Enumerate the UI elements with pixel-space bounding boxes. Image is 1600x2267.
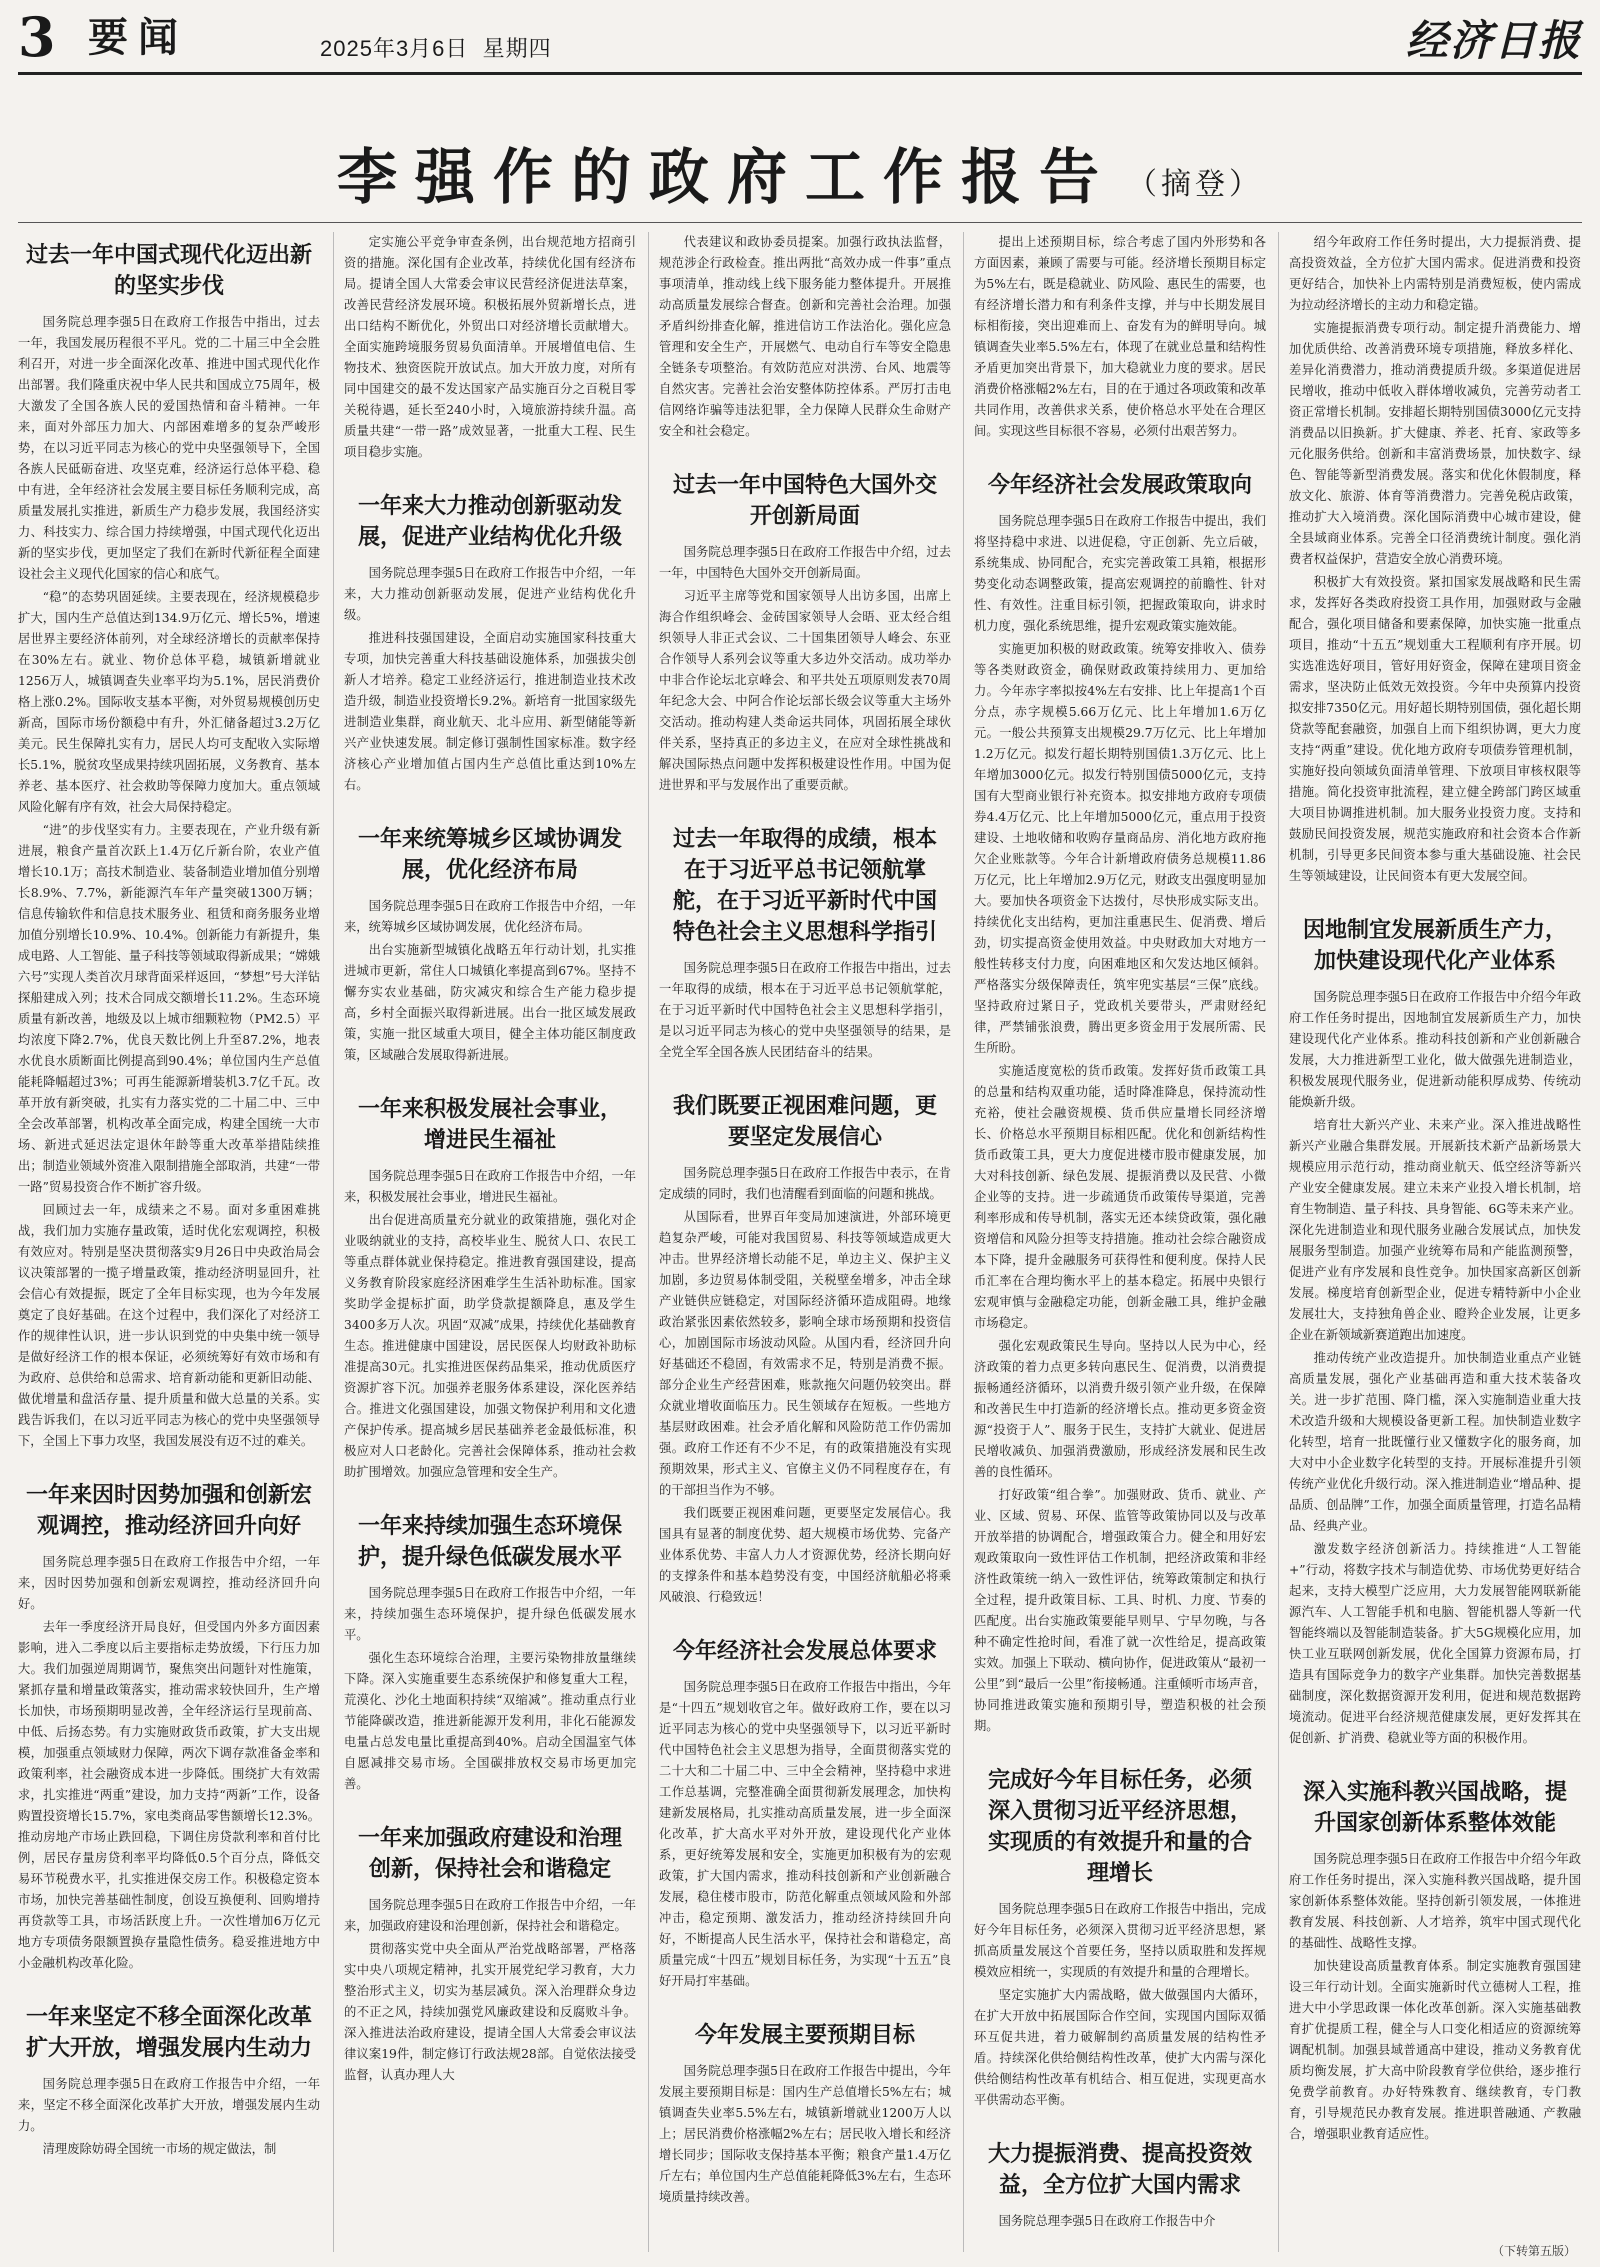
article-paragraph: 强化宏观政策民生导向。坚持以人民为中心，经济政策的着力点更多转向惠民生、促消费，以消费提振畅通经济循环，以消费升级引领产业升级，在保障和改善民生中打造新的经济增长点。推动更多资金资源“投资于人”、服务于民生，支持扩大就业、促进居民增收减负、加强消费激励，形成经济发展和民生改善的良性循环。 — [974, 1339, 1266, 1479]
issue-date: 2025年3月6日 — [320, 36, 469, 61]
article-columns — [18, 232, 1582, 2252]
article-paragraph: 坚定实施扩大内需战略，做大做强国内大循环，在扩大开放中拓展国际合作空间，实现国内国际双循环互促共进，着力破解制约高质量发展的结构性矛盾。持续深化供给侧结构性改革，使扩大内需与深化供给侧结构性改革有机结合、相互促进，实现更高水平供需动态平衡。 — [974, 1988, 1266, 2107]
article-paragraph: 国务院总理李强5日在政府工作报告中提出，今年发展主要预期目标是：国内生产总值增长5%左右；城镇调查失业率5.5%左右，城镇新增就业1200万人以上；居民消费价格涨幅2%左右；居民收入增长和经济增长同步；国际收支保持基本平衡；粮食产量1.4万亿斤左右；单位国内生产总值能耗降低3%左右，生态环境质量持续改善。 — [659, 2064, 951, 2204]
continuation-note: （下转第五版） — [1491, 2244, 1576, 2258]
section-heading: 一年来大力推动创新驱动发展，促进产业结构优化升级 — [357, 494, 622, 550]
column-4 — [963, 232, 1266, 2252]
block-spacer — [1289, 889, 1581, 907]
section-heading: 一年来坚定不移全面深化改革扩大开放，增强发展内生动力 — [26, 2005, 313, 2061]
article-paragraph: 国务院总理李强5日在政府工作报告中介绍，一年来，因时因势加强和创新宏观调控，推动经济回升向好。 — [18, 1555, 320, 1611]
headline-rule — [18, 222, 1582, 223]
block-spacer — [659, 798, 951, 816]
article-paragraph: 出台实施新型城镇化战略五年行动计划，扎实推进城市更新，常住人口城镇化率提高到67%。坚持不懈夯实农业基础，防灾减灾和综合生产能力稳步提高，乡村全面振兴取得新进展。出台一批区域发展政策，实施一批区域重大项目，健全主体功能区制度政策，区域融合发展取得新进展。 — [344, 943, 636, 1062]
section-heading: 我们既要正视困难问题，更要坚定发展信心 — [672, 1094, 937, 1150]
article-paragraph: 定实施公平竞争审查条例，出台规范地方招商引资的措施。深化国有企业改革，持续优化国有经济布局。提请全国人大常委会审议民营经济促进法草案，改善民营经济发展环境。积极拓展外贸新增长点，进出口结构不断优化，外贸出口对经济增长贡献增大。全面实施跨境服务贸易负面清单。开展增值电信、生物技术、独资医院开放试点。加大开放力度，对所有同中国建交的最不发达国家产品实施百分之百税目零关税待遇，延长至240小时，入境旅游持续升温。高质量共建“一带一路”成效显著，一批重大工程、民生项目稳步实施。 — [344, 235, 636, 459]
article-paragraph: 激发数字经济创新活力。持续推进“人工智能+”行动，将数字技术与制造优势、市场优势更好结合起来，支持大模型广泛应用，大力发展智能网联新能源汽车、人工智能手机和电脑、智能机器人等新一代智能终端以及智能制造装备。扩大5G规模化应用，加快工业互联网创新发展，优化全国算力资源布局，打造具有国际竞争力的数字产业集群。加快完善数据基础制度，深化数据资源开发利用，促进和规范数据跨境流动。促进平台经济规范健康发展，更好发挥其在促创新、扩消费、稳就业等方面的积极作用。 — [1289, 1542, 1581, 1745]
article-paragraph: 贯彻落实党中央全面从严治党战略部署，严格落实中央八项规定精神，扎实开展党纪学习教育，大力整治形式主义，切实为基层减负。深入治理群众身边的不正之风，持续加强党风廉政建设和反腐败斗争。深入推进法治政府建设，提请全国人大常委会审议法律议案19件，制定修订行政法规28部。自觉依法接受监督，认真办理人大 — [344, 1942, 636, 2082]
article-paragraph: 回顾过去一年，成绩来之不易。面对多重困难挑战，我们加力实施存量政策，适时优化宏观调控，积极有效应对。特别是坚决贯彻落实9月26日中央政治局会议决策部署的一揽子增量政策，推动经济明显回升，社会信心有效提振，既定了全年目标实现，也为今年发展奠定了良好基础。在这个过程中，我们深化了对经济工作的规律性认识，进一步认识到党的中央集中统一领导是做好经济工作的根本保证，必须统筹好有效市场和有为政府、总供给和总需求、培育新动能和更新旧动能、做优增量和盘活存量、提升质量和做大总量的关系。实践告诉我们，在以习近平同志为核心的党中央坚强领导下，全国上下事力攻坚，我国发展没有迈不过的难关。 — [18, 1203, 320, 1448]
section-heading: 因地制宜发展新质生产力，加快建设现代化产业体系 — [1302, 918, 1567, 974]
article-paragraph: 国务院总理李强5日在政府工作报告中指出，过去一年，我国发展历程很不平凡。党的二十届三中全会胜利召开，对进一步全面深化改革、推进中国式现代化作出部署。我们隆重庆祝中华人民共和国成立75周年，极大激发了全国各族人民的爱国热情和奋斗精神。一年来，面对外部压力加大、内部困难增多的复杂严峻形势，在以习近平同志为核心的党中央坚强领导下，全国各族人民砥砺奋进、攻坚克难，经济运行总体平稳、稳中有进，全年经济社会发展主要目标任务顺利完成，高质量发展扎实推进，新质生产力稳步发展，我国经济实力、科技实力、综合国力持续增强，中国式现代化迈出新的坚实步伐，更加坚定了我们在新时代新征程全面建设社会主义现代化国家的信心和底气。 — [18, 315, 320, 581]
masthead-rule — [18, 72, 1582, 75]
article-paragraph: 国务院总理李强5日在政府工作报告中介绍，一年来，持续加强生态环境保护，提升绿色低碳发展水平。 — [344, 1586, 636, 1642]
article-paragraph: 国务院总理李强5日在政府工作报告中介绍，一年来，大力推动创新驱动发展，促进产业结构优化升级。 — [344, 566, 636, 622]
article-paragraph: 国务院总理李强5日在政府工作报告中指出，今年是“十四五”规划收官之年。做好政府工作，要在以习近平同志为核心的党中央坚强领导下，以习近平新时代中国特色社会主义思想为指导，全面贯彻落实党的二十大和二十届二中、三中全会精神，坚持稳中求进工作总基调，完整准确全面贯彻新发展理念，加快构建新发展格局，扎实推动高质量发展，进一步全面深化改革，扩大高水平对外开放，建设现代化产业体系，更好统筹发展和安全，实施更加积极有为的宏观政策，扩大国内需求，推动科技创新和产业创新融合发展，稳住楼市股市，防范化解重点领域风险和外部冲击，稳定预期、激发活力，推动经济持续回升向好，不断提高人民生活水平，保持社会和谐稳定，高质量完成“十四五”规划目标任务，为实现“十五五”良好开局打牢基础。 — [659, 1680, 951, 1988]
block-spacer — [659, 1610, 951, 1628]
block-spacer — [18, 2162, 320, 2180]
section-heading: 今年经济社会发展总体要求 — [672, 1639, 937, 1664]
article-paragraph: 强化生态环境综合治理，主要污染物排放量继续下降。深入实施重要生态系统保护和修复重大工程，荒漠化、沙化土地面积持续“双缩减”。推动重点行业节能降碳改造，推进新能源开发利用，非化石能源发电量占总发电量比重提高到40%。启动全国温室气体自愿减排交易市场。全国碳排放权交易市场更加完善。 — [344, 1651, 636, 1791]
article-paragraph: 绍今年政府工作任务时提出，大力提振消费、提高投资效益，全方位扩大国内需求。促进消费和投资更好结合，加快补上内需特别是消费短板，使内需成为拉动经济增长的主动力和稳定锚。 — [1289, 235, 1581, 312]
article-paragraph: 加快建设高质量教育体系。制定实施教育强国建设三年行动计划。全面实施新时代立德树人工程，推进大中小学思政课一体化改革创新。深入实施基础教育扩优提质工程，健全与人口变化相适应的资源统筹调配机制。加强县域普通高中建设，推动义务教育优质均衡发展，扩大高中阶段教育学位供给，逐步推行免费学前教育。办好特殊教育、继续教育，专门教育，引导规范民办教育发展。推进职普融通、产教融合，增强职业教育适应性。 — [1289, 1959, 1581, 2141]
article-paragraph: 国务院总理李强5日在政府工作报告中介绍，一年来，坚定不移全面深化改革扩大开放，增强发展内生动力。 — [18, 2077, 320, 2133]
block-spacer — [974, 1739, 1266, 1757]
article-paragraph: 国务院总理李强5日在政府工作报告中介绍今年政府工作任务时提出，深入实施科教兴国战略，提升国家创新体系整体效能。坚持创新引领发展，一体推进教育发展、科技创新、人才培养，筑牢中国式现代化的基础性、战略性支撑。 — [1289, 1852, 1581, 1950]
article-paragraph: 推动传统产业改造提升。加快制造业重点产业链高质量发展，强化产业基础再造和重大技术装备攻关。进一步扩范围、降门槛，深入实施制造业重大技术改造升级和大规模设备更新工程。加快制造业数字化转型，培育一批既懂行业又懂数字化的服务商，加大对中小企业数字化转型的支持。开展标准提升引领传统产业优化升级行动。深入推进制造业“增品种、提品质、创品牌”工作，加强全面质量管理，打造名品精品、经典产业。 — [1289, 1351, 1581, 1533]
article-paragraph: 国务院总理李强5日在政府工作报告中介绍今年政府工作任务时提出，因地制宜发展新质生产力，加快建设现代化产业体系。推动科技创新和产业创新融合发展，大力推进新型工业化，做大做强先进制造业，积极发展现代服务业，促进新动能积厚成势、传统动能焕新升级。 — [1289, 990, 1581, 1109]
article-paragraph: 国务院总理李强5日在政府工作报告中介绍，一年来，统筹城乡区域协调发展，优化经济布局。 — [344, 899, 636, 934]
section-heading: 一年来积极发展社会事业，增进民生福祉 — [357, 1097, 622, 1153]
article-paragraph: 打好政策“组合拳”。加强财政、货币、就业、产业、区域、贸易、环保、监管等政策协同以及与改革开放举措的协调配合，增强政策合力。健全和用好宏观政策取向一致性评估工作机制，把经济政策和非经济性政策统一纳入一致性评估，统筹政策制定和执行全过程，提升政策目标、工具、时机、力度、节奏的匹配度。出台实施政策要能早则早、宁早勿晚，与各种不确定性抢时间，看准了就一次性给足，提高政策实效。加强上下联动、横向协作，促进政策从“最初一公里”到“最后一公里”衔接畅通。注重倾听市场声音，协同推进政策实施和预期引导，塑造积极的社会预期。 — [974, 1488, 1266, 1733]
article-paragraph: 国务院总理李强5日在政府工作报告中介绍，一年来，积极发展社会事业，增进民生福祉。 — [344, 1169, 636, 1204]
article-paragraph: 实施提振消费专项行动。制定提升消费能力、增加优质供给、改善消费环境专项措施，释放多样化、差异化消费潜力，推动消费提质升级。多渠道促进居民增收，推动中低收入群体增收减负，完善劳动者工资正常增长机制。安排超长期特别国债3000亿元支持消费品以旧换新。扩大健康、养老、托育、家政等多元化服务供给。创新和丰富消费场景，加快数字、绿色、智能等新型消费发展。落实和优化休假制度，释放文化、旅游、体育等消费潜力。完善免税店政策，推动扩大入境消费。深化国际消费中心城市建设，健全县域商业体系。完善全口径消费统计制度。强化消费者权益保护，营造安全放心消费环境。 — [1289, 321, 1581, 566]
article-paragraph: 实施适度宽松的货币政策。发挥好货币政策工具的总量和结构双重功能，适时降准降息，保持流动性充裕，使社会融资规模、货币供应量增长同经济增长、价格总水平预期目标相匹配。优化和创新结构性货币政策工具，更大力度促进楼市股市健康发展，加大对科技创新、绿色发展、提振消费以及民营、小微企业等的支持。进一步疏通货币政策传导渠道，完善利率形成和传导机制，落实无还本续贷政策，强化融资增信和风险分担等支持措施。推动社会综合融资成本下降，提升金融服务可获得性和便利度。保持人民币汇率在合理均衡水平上的基本稳定。拓展中央银行宏观审慎与金融稳定功能，创新金融工具，维护金融市场稳定。 — [974, 1064, 1266, 1330]
block-spacer — [1289, 1751, 1581, 1769]
block-spacer — [659, 1065, 951, 1083]
block-spacer — [974, 444, 1266, 462]
section-heading: 今年经济社会发展政策取向 — [987, 473, 1252, 498]
section-heading: 一年来持续加强生态环境保护，提升绿色低碳发展水平 — [357, 1514, 622, 1570]
section-heading: 今年发展主要预期目标 — [694, 2023, 915, 2048]
block-spacer — [659, 2210, 951, 2228]
article-paragraph: 推进科技强国建设，全面启动实施国家科技重大专项，加快完善重大科技基础设施体系，加强拔尖创新人才培养。稳定工业经济运行，推进制造业技术改造升级，制造业投资增长9.2%。新培育一批国家级先进制造业集群，商业航天、北斗应用、新型储能等新兴产业快速发展。制定修订强制性国家标准。数字经济核心产业增加值占国内生产总值比重达到10%左右。 — [344, 631, 636, 792]
section-name: 要闻 — [88, 14, 188, 61]
block-spacer — [1289, 2147, 1581, 2165]
article-paragraph: 去年一季度经济开局良好，但受国内外多方面因素影响，进入二季度以后主要指标走势放缓，下行压力加大。我们加强逆周期调节，聚焦突出问题针对性施策，紧抓存量和增量政策落实，推动需求较快回升，生产增长加快，市场预期明显改善，全年经济运行呈现前高、中低、后扬态势。有力实施财政货币政策，扩大支出规模，加强重点领域财力保障，两次下调存款准备金率和政策利率，社会融资成本进一步降低。围绕扩大有效需求，扎实推进“两重”建设，加力支持“两新”工作，设备购置投资增长15.7%，家电类商品零售额增长12.3%。推动房地产市场止跌回稳，下调住房贷款利率和首付比例，居民存量房贷利率平均降低0.5个百分点，降低交易环节税费水平，扎实推进保交房工作。积极稳定资本市场，加快完善基础性制度，创设互换便利、回购增持再贷款等工具，市场活跃度上升。一次性增加6万亿元地方专项债务限额置换存量隐性债务。稳妥推进地方中小金融机构改革化险。 — [18, 1620, 320, 1970]
section-heading: 一年来因时因势加强和创新宏观调控，推动经济回升向好 — [26, 1483, 313, 1539]
article-paragraph: 代表建议和政协委员提案。加强行政执法监督，规范涉企行政检查。推出两批“高效办成一件事”重点事项清单，推动线上线下服务能力整体提升。开展推动高质量发展综合督查。创新和完善社会治理。加强矛盾纠纷排查化解，推进信访工作法治化。强化应急管理和安全生产，开展燃气、电动自行车等安全隐患全链条专项整治。有效防范应对洪涝、台风、地震等自然灾害。完善社会治安整体防控体系。严厉打击电信网络诈骗等违法犯罪，全力保障人民群众生命财产安全和社会稳定。 — [659, 235, 951, 438]
headline — [0, 130, 1600, 216]
dateline — [320, 32, 552, 63]
article-paragraph: 我们既要正视困难问题，更要坚定发展信心。我国具有显著的制度优势、超大规模市场优势、完备产业体系优势、丰富人力人才资源优势，经济长期向好的支撑条件和基本趋势没有变，中国经济航船必将乘风破浪、行稳致远！ — [659, 1506, 951, 1604]
article-paragraph: 出台促进高质量充分就业的政策措施，强化对企业吸纳就业的支持，高校毕业生、脱贫人口、农民工等重点群体就业保持稳定。推进教育强国建设，提高义务教育阶段家庭经济困难学生生活补助标准。国家奖助学金提标扩面，助学贷款提额降息，惠及学生3400多万人次。巩固“双减”成果，持续优化基础教育生态。推进健康中国建设，居民医保人均财政补助标准提高30元。扎实推进医保药品集采，推动优质医疗资源扩容下沉。加强养老服务体系建设，深化医养结合。推进文化强国建设，加强文物保护利用和文化遗产保护传承。提高城乡居民基础养老金最低标准，积极应对人口老龄化。完善社会保障体系，推动社会救助扩围增效。加强应急管理和安全生产。 — [344, 1213, 636, 1479]
block-spacer — [344, 798, 636, 816]
article-paragraph: 国务院总理李强5日在政府工作报告中介 — [998, 2214, 1216, 2228]
article-paragraph: 国务院总理李强5日在政府工作报告中介绍，一年来，加强政府建设和治理创新，保持社会和谐稳定。 — [344, 1898, 636, 1933]
section-heading: 完成好今年目标任务，必须深入贯彻习近平经济思想，实现质的有效提升和量的合理增长 — [987, 1768, 1252, 1886]
article-paragraph: 培育壮大新兴产业、未来产业。深入推进战略性新兴产业融合集群发展。开展新技术新产品新场景大规模应用示范行动，推动商业航天、低空经济等新兴产业安全健康发展。建立未来产业投入增长机制，培育生物制造、量子科技、具身智能、6G等未来产业。深化先进制造业和现代服务业融合发展试点，加快发展服务型制造。加强产业统筹布局和产能监测预警，促进产业有序发展和良性竞争。加快国家高新区创新发展。梯度培育创新型企业，促进专精特新中小企业发展壮大，支持独角兽企业、瞪羚企业发展，让更多企业在新领域新赛道跑出加速度。 — [1289, 1118, 1581, 1342]
block-spacer — [344, 2088, 636, 2106]
section-heading: 大力提振消费、提高投资效益，全方位扩大国内需求 — [987, 2142, 1252, 2198]
block-spacer — [659, 1994, 951, 2012]
column-2 — [333, 232, 636, 2252]
section-heading: 深入实施科教兴国战略，提升国家创新体系整体效能 — [1302, 1780, 1567, 1836]
headline-title: 李强作的政府工作报告 — [337, 143, 1117, 213]
block-spacer — [18, 1976, 320, 1994]
section-heading: 一年来加强政府建设和治理创新，保持社会和谐稳定 — [357, 1826, 622, 1882]
block-spacer — [18, 1454, 320, 1472]
article-paragraph: 提出上述预期目标，综合考虑了国内外形势和各方面因素，兼顾了需要与可能。经济增长预期目标定为5%左右，既是稳就业、防风险、惠民生的需要，也有经济增长潜力和有利条件支撑，并与中长期发展目标相衔接，突出迎难而上、奋发有为的鲜明导向。城镇调查失业率5.5%左右，体现了在就业总量和结构性矛盾更加突出背景下，加大稳就业力度的要求。居民消费价格涨幅2%左右，目的在于通过各项政策和改革共同作用，改善供求关系，使价格总水平处在合理区间。实现这些目标很不容易，必须付出艰苦努力。 — [974, 235, 1266, 438]
block-spacer — [344, 1485, 636, 1503]
article-paragraph: 从国际看，世界百年变局加速演进，外部环境更趋复杂严峻，可能对我国贸易、科技等领域造成更大冲击。世界经济增长动能不足，单边主义、保护主义加剧，多边贸易体制受阻，关税壁垒增多，冲击全球产业链供应链稳定，对国际经济循环造成阻碍。地缘政治紧张因素依然较多，影响全球市场预期和投资信心，加剧国际市场波动风险。从国内看，经济回升向好基础还不稳固，有效需求不足，特别是消费不振。部分企业生产经营困难，账款拖欠问题仍较突出。群众就业增收面临压力。民生领域存在短板。一些地方基层财政困难。社会矛盾化解和风险防范工作仍需加强。政府工作还有不少不足，有的政策措施没有实现预期效果，形式主义、官僚主义仍不同程度存在，有的干部担当作为不够。 — [659, 1210, 951, 1497]
headline-subtitle: （摘登） — [1127, 167, 1263, 202]
article-paragraph: 清理废除妨碍全国统一市场的规定做法，制 — [42, 2142, 277, 2156]
column-5 — [1278, 232, 1581, 2252]
block-spacer — [344, 1068, 636, 1086]
section-heading: 过去一年中国特色大国外交开创新局面 — [672, 473, 937, 529]
article-paragraph: 实施更加积极的财政政策。统筹安排收入、债券等各类财政资金，确保财政政策持续用力、更加给力。今年赤字率拟按4%左右安排、比上年提高1个百分点，赤字规模5.66万亿元、比上年增加1.6万亿元。一般公共预算支出规模29.7万亿元、比上年增加1.2万亿元。拟发行超长期特别国债1.3万亿元、比上年增加3000亿元。拟发行特别国债5000亿元，支持国有大型商业银行补充资本。拟安排地方政府专项债券4.4万亿元、比上年增加5000亿元，重点用于投资建设、土地收储和收购存量商品房、消化地方政府拖欠企业账款等。今年合计新增政府债务总规模11.86万亿元，比上年增加2.9万亿元，财政支出强度明显加大。要加快各项资金下达拨付，尽快形成实际支出。持续优化支出结构，更加注重惠民生、促消费、增后劲，切实提高资金使用效益。中央财政加大对地方一般性转移支付力度，向困难地区和欠发达地区倾斜。严格落实分级保障责任，筑牢兜实基层“三保”底线。坚持政府过紧日子，党政机关要带头，严肃财经纪律，严禁铺张浪费，腾出更多资金用于发展所需、民生所盼。 — [974, 642, 1266, 1055]
masthead — [18, 5, 1582, 69]
section-heading: 过去一年取得的成绩，根本在于习近平总书记领航掌舵，在于习近平新时代中国特色社会主义思想科学指引 — [672, 827, 937, 945]
article-paragraph: 习近平主席等党和国家领导人出访多国，出席上海合作组织峰会、金砖国家领导人会晤、亚太经合组织领导人非正式会议、二十国集团领导人峰会、东亚合作领导人系列会议等重大多边外交活动。成功举办中非合作论坛北京峰会、和平共处五项原则发表70周年纪念大会、中阿合作论坛部长级会议等重大主场外交活动。推动构建人类命运共同体，巩固拓展全球伙伴关系，坚持真正的多边主义，在应对全球性挑战和解决国际热点问题中发挥积极建设性作用。中国为促进世界和平与发展作出了重要贡献。 — [659, 589, 951, 792]
block-spacer — [974, 2113, 1266, 2131]
article-paragraph: 国务院总理李强5日在政府工作报告中提出，我们将坚持稳中求进、以进促稳，守正创新、先立后破，系统集成、协同配合，充实完善政策工具箱，根据形势变化动态调整政策，提高宏观调控的前瞻性、针对性、有效性。注重目标引领，把握政策取向，讲求时机力度，强化系统思维，提升宏观政策实施效能。 — [974, 514, 1266, 633]
section-heading: 过去一年中国式现代化迈出新的坚实步伐 — [26, 243, 313, 299]
article-paragraph: 国务院总理李强5日在政府工作报告中介绍，过去一年，中国特色大国外交开创新局面。 — [659, 545, 951, 580]
article-paragraph: 国务院总理李强5日在政府工作报告中表示，在肯定成绩的同时，我们也清醒看到面临的问题和挑战。 — [659, 1166, 951, 1201]
block-spacer — [659, 444, 951, 462]
page-number: 3 — [18, 5, 56, 69]
article-paragraph: “稳”的态势巩固延续。主要表现在，经济规模稳步扩大，国内生产总值达到134.9万亿元、增长5%，增速居世界主要经济体前列，对全球经济增长的贡献率保持在30%左右。就业、物价总体平稳，城镇新增就业1256万人，城镇调查失业率平均为5.1%，居民消费价格上涨0.2%。国际收支基本平衡，对外贸易规模创历史新高，国际市场份额稳中有升，外汇储备超过3.2万亿美元。民生保障扎实有力，居民人均可支配收入实际增长5.1%，脱贫攻坚成果持续巩固拓展，义务教育、基本养老、基本医疗、社会救助等保障力度加大。重点领域风险化解有序有效，社会大局保持稳定。 — [18, 590, 320, 814]
article-paragraph: 国务院总理李强5日在政府工作报告中指出，过去一年取得的成绩，根本在于习近平总书记领航掌舵，在于习近平新时代中国特色社会主义思想科学指引，是以习近平同志为核心的党中央坚强领导的结果，是全党全军全国各族人民团结奋斗的结果。 — [659, 961, 951, 1059]
article-paragraph: 积极扩大有效投资。紧扣国家发展战略和民生需求，发挥好各类政府投资工具作用，加强财政与金融配合，强化项目储备和要素保障，加快实施一批重点项目，推动“十五五”规划重大工程顺利有序开展。切实选准选好项目，管好用好资金，保障在建项目资金需求，坚决防止低效无效投资。今年中央预算内投资拟安排7350亿元。用好超长期特别国债，强化超长期贷款等配套融资，加强自上而下组织协调，更大力度支持“两重”建设。优化地方政府专项债券管理机制，实施好投向领域负面清单管理、下放项目审核权限等措施。简化投资审批流程，建立健全跨部门跨区域重大项目协调推进机制。加大服务业投资力度。支持和鼓励民间投资发展，规范实施政府和社会资本合作新机制，引导更多民间资本参与重大基础设施、社会民生等领域建设，让民间资本有更大发展空间。 — [1289, 575, 1581, 883]
section-heading: 一年来统筹城乡区域协调发展，优化经济布局 — [357, 827, 622, 883]
column-1 — [18, 232, 320, 2252]
block-spacer — [344, 465, 636, 483]
article-paragraph: “进”的步伐坚实有力。主要表现在，产业升级有新进展，粮食产量首次跃上1.4万亿斤新台阶，农业产值增长10.1万；高技术制造业、装备制造业增加值分别增长8.9%、7.7%，新能源汽车年产量突破1300万辆；信息传输软件和信息技术服务业、租赁和商务服务业增加值分别增长10.9%、10.4%。创新能力有新提升，集成电路、人工智能、量子科技等领域取得新成果；“嫦娥六号”实现人类首次月球背面采样返回，“梦想”号大洋钻探船建成入列；技术合同成交额增长11.2%。生态环境质量有新改善，地级及以上城市细颗粒物（PM2.5）平均浓度下降2.7%，优良天数比例上升至87.2%，地表水优良水质断面比例提高到90.4%；单位国内生产总值能耗降幅超过3%；可再生能源新增装机3.7亿千瓦。改革开放有新突破，扎实有力落实党的二十届二中、三中全会改革部署，机构改革全面完成，构建全国统一大市场、新进式延迟法定退休年龄等重大改革举措陆续推出；制造业领域外资准入限制措施全部取消，共建“一带一路”贸易投资合作不断扩容升级。 — [18, 823, 320, 1194]
block-spacer — [974, 2234, 1266, 2252]
issue-weekday: 星期四 — [482, 36, 552, 61]
column-3 — [648, 232, 951, 2252]
block-spacer — [344, 1797, 636, 1815]
newspaper-logo: 经济日报 — [1405, 16, 1582, 65]
article-paragraph: 国务院总理李强5日在政府工作报告中指出，完成好今年目标任务，必须深入贯彻习近平经济思想，紧抓高质量发展这个首要任务，坚持以质取胜和发挥规模效应相统一，实现质的有效提升和量的合理增长。 — [974, 1902, 1266, 1979]
